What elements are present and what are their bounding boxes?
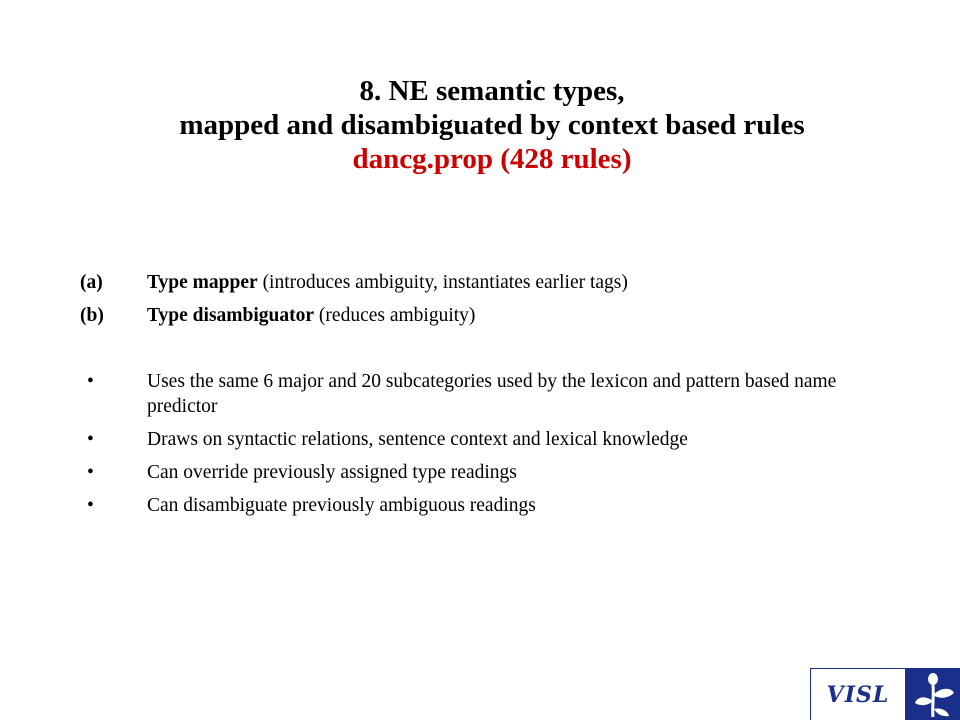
enum-text — [147, 270, 880, 295]
visl-logo — [810, 668, 960, 720]
enum-item — [80, 303, 880, 328]
enum-marker: (a) — [80, 272, 103, 293]
bullet-marker: • — [87, 495, 94, 516]
enum-text — [147, 303, 880, 328]
bullet-item — [80, 460, 880, 485]
plant-icon-graphic — [911, 671, 957, 719]
enum-marker: (b) — [80, 305, 104, 326]
logo-text: VISL — [811, 669, 907, 720]
enum-description: (reduces ambiguity) — [314, 305, 476, 326]
plant-icon — [907, 669, 960, 720]
bullet-marker: • — [87, 429, 94, 450]
slide-body — [80, 270, 880, 526]
title-line-1: 8. NE semantic types, — [359, 75, 625, 107]
bullet-text: Can override previously assigned type readings — [147, 462, 517, 483]
bullet-text: Uses the same 6 major and 20 subcategories used by the lexicon and pattern based name predictor — [147, 371, 837, 417]
bullet-text: Can disambiguate previously ambiguous readings — [147, 495, 536, 516]
title-line-2: mapped and disambiguated by context based rules — [179, 109, 805, 141]
slide-title — [120, 74, 864, 176]
enum-description: (introduces ambiguity, instantiates earlier tags) — [257, 272, 628, 293]
bullet-text: Draws on syntactic relations, sentence context and lexical knowledge — [147, 429, 688, 450]
bullet-marker: • — [87, 462, 94, 483]
bullet-item — [80, 427, 880, 452]
title-line-3: dancg.prop (428 rules) — [352, 143, 632, 175]
enum-item — [80, 270, 880, 295]
enum-term: Type mapper — [147, 272, 258, 293]
bullet-item — [80, 369, 880, 419]
bullet-marker: • — [87, 371, 94, 392]
bullet-item — [80, 493, 880, 518]
enum-term: Type disambiguator — [147, 305, 315, 326]
